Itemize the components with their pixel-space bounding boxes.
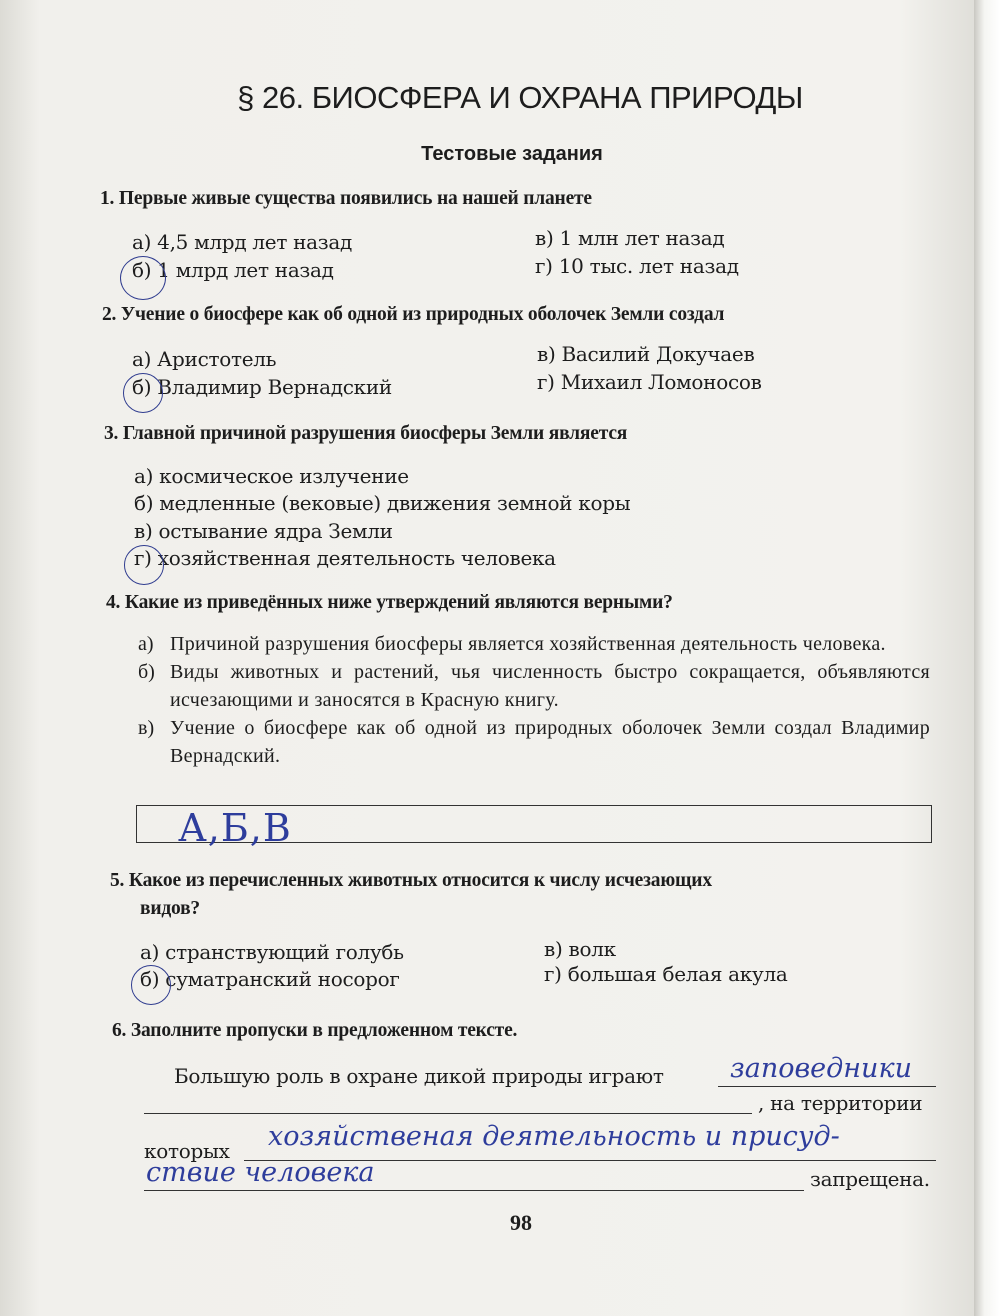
q3-option-c: в) остывание ядра Земли	[134, 519, 393, 543]
answer-circle	[123, 373, 163, 413]
answer-circle	[124, 545, 164, 585]
q1-option-a: а) 4,5 млрд лет назад	[132, 230, 353, 254]
blank-line-4[interactable]	[144, 1190, 804, 1191]
question-1: 1. Первые живые существа появились на нашей планете	[100, 188, 592, 209]
question-6: 6. Заполните пропуски в предложенном тексте.	[112, 1020, 518, 1041]
q6-text-part-4: запрещена.	[810, 1167, 930, 1191]
section-subtitle: Тестовые задания	[421, 143, 603, 165]
question-5-line-2: видов?	[140, 898, 200, 919]
q4-statement-c: Учение о биосфере как об одной из природных оболочек Земли создал Владимир Вернадский.	[170, 717, 930, 767]
question-4: 4. Какие из приведённых ниже утверждений являются верными?	[106, 592, 673, 613]
q2-option-a: а) Аристотель	[132, 347, 277, 371]
q5-option-c: в) волк	[544, 937, 616, 961]
question-5-line-1: 5. Какое из перечисленных животных относится к числу исчезающих	[110, 870, 712, 891]
blank-line-1[interactable]	[718, 1086, 936, 1087]
answer-circle	[120, 256, 166, 300]
q5-option-b: б) суматранский носорог	[140, 967, 400, 991]
q4-statement-list	[138, 630, 930, 770]
q2-option-c: в) Василий Докучаев	[537, 342, 755, 366]
q6-handwritten-answer-2: хозяйственая деятельность и присуд-	[268, 1121, 840, 1152]
q2-option-d: г) Михаил Ломоносов	[537, 370, 762, 394]
page-edge	[974, 0, 1000, 1316]
q3-option-b: б) медленные (вековые) движения земной коры	[134, 491, 631, 515]
question-3: 3. Главной причиной разрушения биосферы Земли является	[104, 423, 628, 444]
q6-text-part-1: Большую роль в охране дикой природы играют	[174, 1064, 664, 1088]
q1-option-c: в) 1 млн лет назад	[535, 226, 725, 250]
q4-handwritten-answer: А,Б,В	[178, 806, 292, 850]
page-title: § 26. БИОСФЕРА И ОХРАНА ПРИРОДЫ	[237, 80, 803, 115]
q4-item-b	[138, 658, 930, 714]
q6-handwritten-answer-1: заповедники	[730, 1053, 912, 1084]
q5-option-a: а) странствующий голубь	[140, 940, 404, 964]
q4-item-c	[138, 714, 930, 770]
answer-circle	[131, 965, 171, 1005]
q1-option-d: г) 10 тыс. лет назад	[535, 254, 739, 278]
question-2: 2. Учение о биосфере как об одной из природных оболочек Земли создал	[102, 304, 725, 325]
q4-statement-a: Причиной разрушения биосферы является хозяйственная деятельность человека.	[170, 633, 886, 655]
q1-option-b: б) 1 млрд лет назад	[132, 258, 334, 282]
q4-label-a: а)	[138, 633, 154, 655]
page-number: 98	[510, 1210, 532, 1235]
q3-option-a: а) космическое излучение	[134, 464, 409, 488]
blank-line-2[interactable]	[144, 1113, 752, 1114]
q4-label-b: б)	[138, 661, 155, 683]
q4-statement-b: Виды животных и растений, чья численность быстро сокращается, объявляются исчезающими и заносятся в Красную книгу.	[170, 661, 930, 711]
q6-text-part-2: , на территории	[758, 1091, 923, 1115]
q5-option-d: г) большая белая акула	[544, 962, 788, 986]
q4-label-c: в)	[138, 717, 155, 739]
q3-option-d: г) хозяйственная деятельность человека	[134, 546, 556, 570]
q6-text-part-3: которых	[144, 1139, 230, 1163]
q2-option-b: б) Владимир Вернадский	[132, 375, 392, 399]
q4-item-a	[138, 630, 930, 658]
q6-handwritten-answer-3: ствие человека	[146, 1157, 375, 1188]
